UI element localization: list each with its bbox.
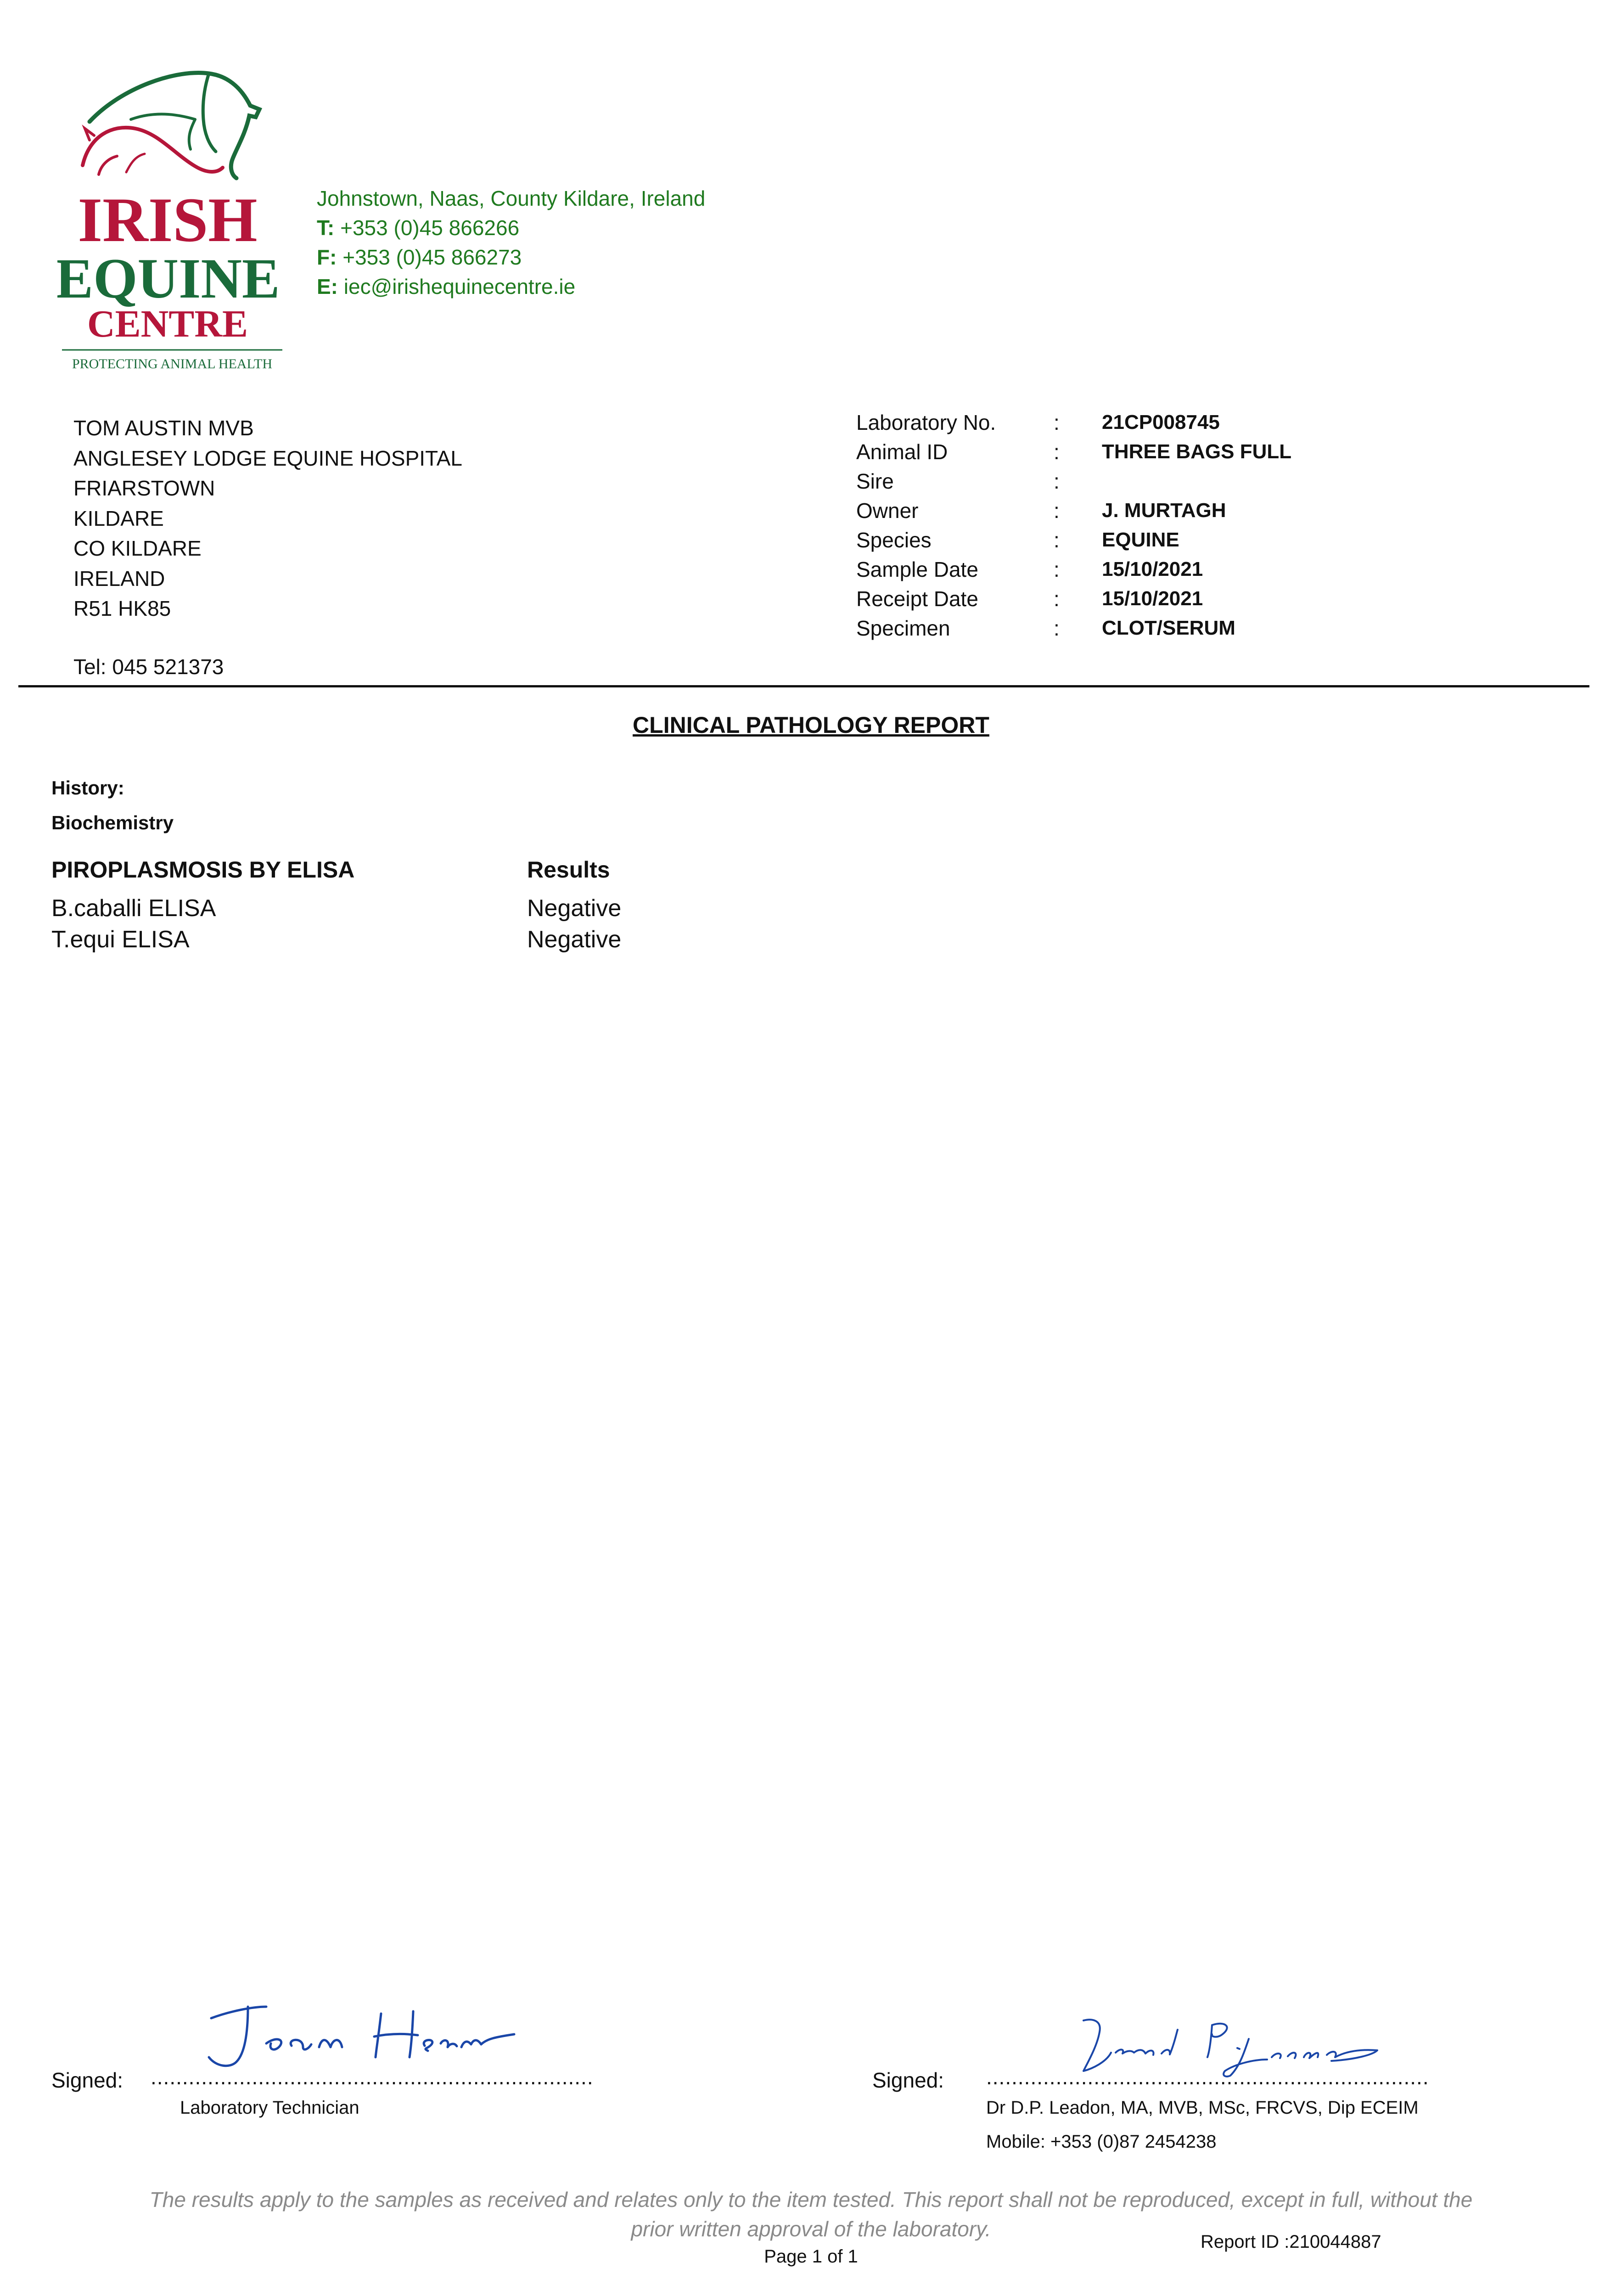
address-line: FRIARSTOWN [73,476,215,500]
horse-logo-icon [57,60,296,377]
report-title: CLINICAL PATHOLOGY REPORT [633,712,989,738]
logo-word-equine: EQUINE [57,247,280,310]
page-number: Page 1 of 1 [764,2246,858,2267]
section-label: Biochemistry [51,812,174,833]
contact-address: Johnstown, Naas, County Kildare, Ireland [317,186,706,210]
address-line: TOM AUSTIN MVB [73,416,254,440]
contact-block [317,184,705,301]
logo-tagline: PROTECTING ANIMAL HEALTH [72,356,273,371]
signature-right [1056,2007,1386,2087]
contact-email: E: iec@irishequinecentre.ie [317,275,576,298]
contact-fax: F: +353 (0)45 866273 [317,245,522,269]
results-header: Results [527,857,610,883]
recipient-address [73,413,462,624]
signature-line-right: ...................................................................... [986,2065,1429,2089]
logo-word-irish: IRISH [78,185,258,255]
director-mobile: Mobile: +353 (0)87 2454238 [986,2132,1217,2152]
test-name: T.equi ELISA [51,926,190,953]
address-line: ANGLESEY LODGE EQUINE HOSPITAL [73,446,463,470]
address-line: R51 HK85 [73,597,171,620]
logo-word-centre: CENTRE [87,303,248,345]
contact-phone: T: +353 (0)45 866266 [317,216,520,240]
handwritten-signature-icon [193,1993,523,2080]
signature-line-left: ...................................................................... [151,2065,594,2089]
history-label: History: [51,777,124,799]
signed-label-right: Signed: [872,2068,944,2092]
signature-left [193,1993,523,2082]
header-divider [18,685,1589,687]
test-result: Negative [527,895,622,922]
irish-equine-centre-logo [57,60,296,377]
handwritten-signature-icon [1056,2007,1386,2085]
disclaimer-line: The results apply to the samples as received and relates only to the item tested. This report shall not be reproduced, except in full, without the [149,2188,1473,2212]
recipient-tel: Tel: 045 521373 [73,655,224,679]
director-name: Dr D.P. Leadon, MA, MVB, MSc, FRCVS, Dip ECEIM [986,2098,1419,2118]
test-name: B.caballi ELISA [51,895,216,922]
address-line: IRELAND [73,566,165,591]
address-line: KILDARE [73,506,164,530]
test-result: Negative [527,926,622,953]
signed-label-left: Signed: [51,2068,123,2092]
address-line: CO KILDARE [73,536,202,560]
technician-role: Laboratory Technician [180,2098,359,2118]
report-id: Report ID :210044887 [1201,2232,1381,2252]
test-header: PIROPLASMOSIS BY ELISA [51,857,355,883]
disclaimer-line: prior written approval of the laboratory. [631,2217,991,2241]
